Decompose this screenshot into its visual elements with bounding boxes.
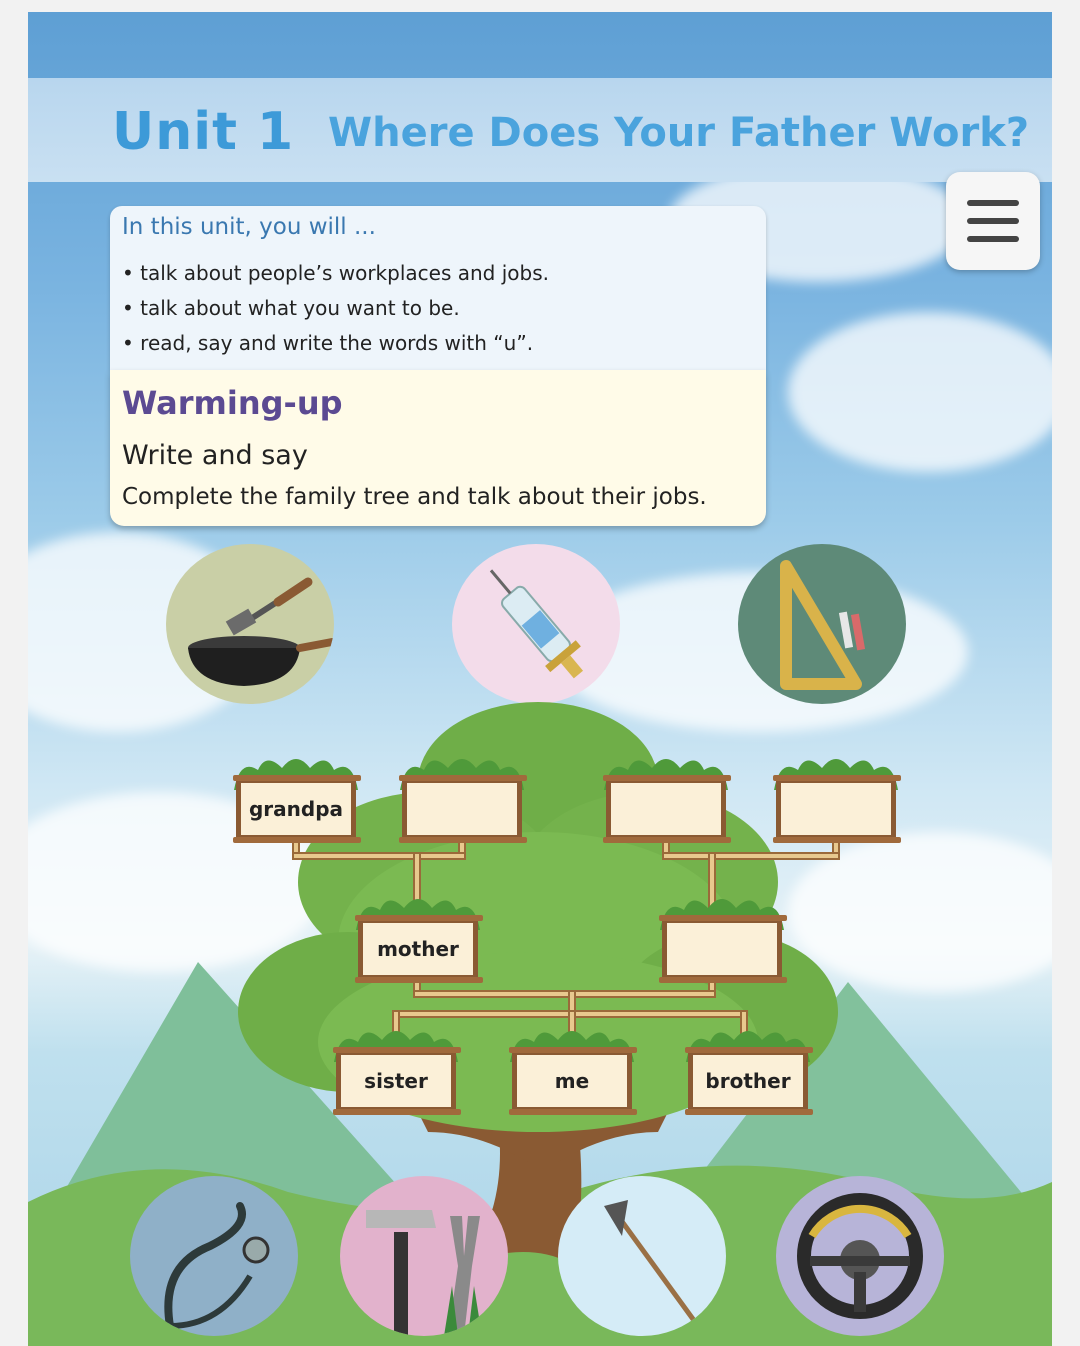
menu-line [967,236,1019,242]
goals-list [122,256,549,361]
family-label: brother [705,1069,791,1093]
cloud [788,312,1052,472]
menu-line [967,218,1019,224]
hoe-icon[interactable] [558,1176,726,1336]
family-box-blank[interactable] [776,752,896,848]
warming-up-box [110,370,766,526]
goal-item: • talk about people’s workplaces and jobs. [122,256,549,291]
family-label: me [554,1069,590,1093]
ruler-and-chalk-icon[interactable] [738,544,906,704]
warming-up-heading: Warming-up [122,384,343,422]
goals-heading: In this unit, you will ... [122,214,376,240]
goal-item: • read, say and write the words with “u”. [122,326,549,361]
family-box-blank[interactable] [402,752,522,848]
family-box-brother[interactable] [688,1024,808,1120]
syringe-icon[interactable] [452,544,620,704]
hamburger-menu-icon[interactable] [946,172,1040,270]
family-box-sister[interactable] [336,1024,456,1120]
family-label: mother [377,937,459,961]
family-box-grandpa[interactable] [236,752,356,848]
menu-line [967,200,1019,206]
steering-wheel-icon[interactable] [776,1176,944,1336]
unit-goals-box [110,206,766,370]
warming-up-instruction: Complete the family tree and talk about their jobs. [122,484,707,510]
unit-number: Unit 1 [112,102,295,162]
unit-title: Where Does Your Father Work? [328,110,1030,156]
warming-up-subheading: Write and say [122,440,308,471]
wok-and-spatula-icon[interactable] [166,544,334,704]
family-box-mother[interactable] [358,892,478,988]
family-box-me[interactable] [512,1024,632,1120]
page-frame [28,12,1052,1346]
tree-connector [292,852,466,860]
tree-connector [413,990,716,998]
family-box-blank[interactable] [606,752,726,848]
stethoscope-icon[interactable] [130,1176,298,1336]
family-label: grandpa [248,797,344,821]
family-box-blank[interactable] [662,892,782,988]
hammer-and-pliers-icon[interactable] [340,1176,508,1336]
family-label: sister [364,1069,428,1093]
goal-item: • talk about what you want to be. [122,291,549,326]
tree-connector [662,852,840,860]
